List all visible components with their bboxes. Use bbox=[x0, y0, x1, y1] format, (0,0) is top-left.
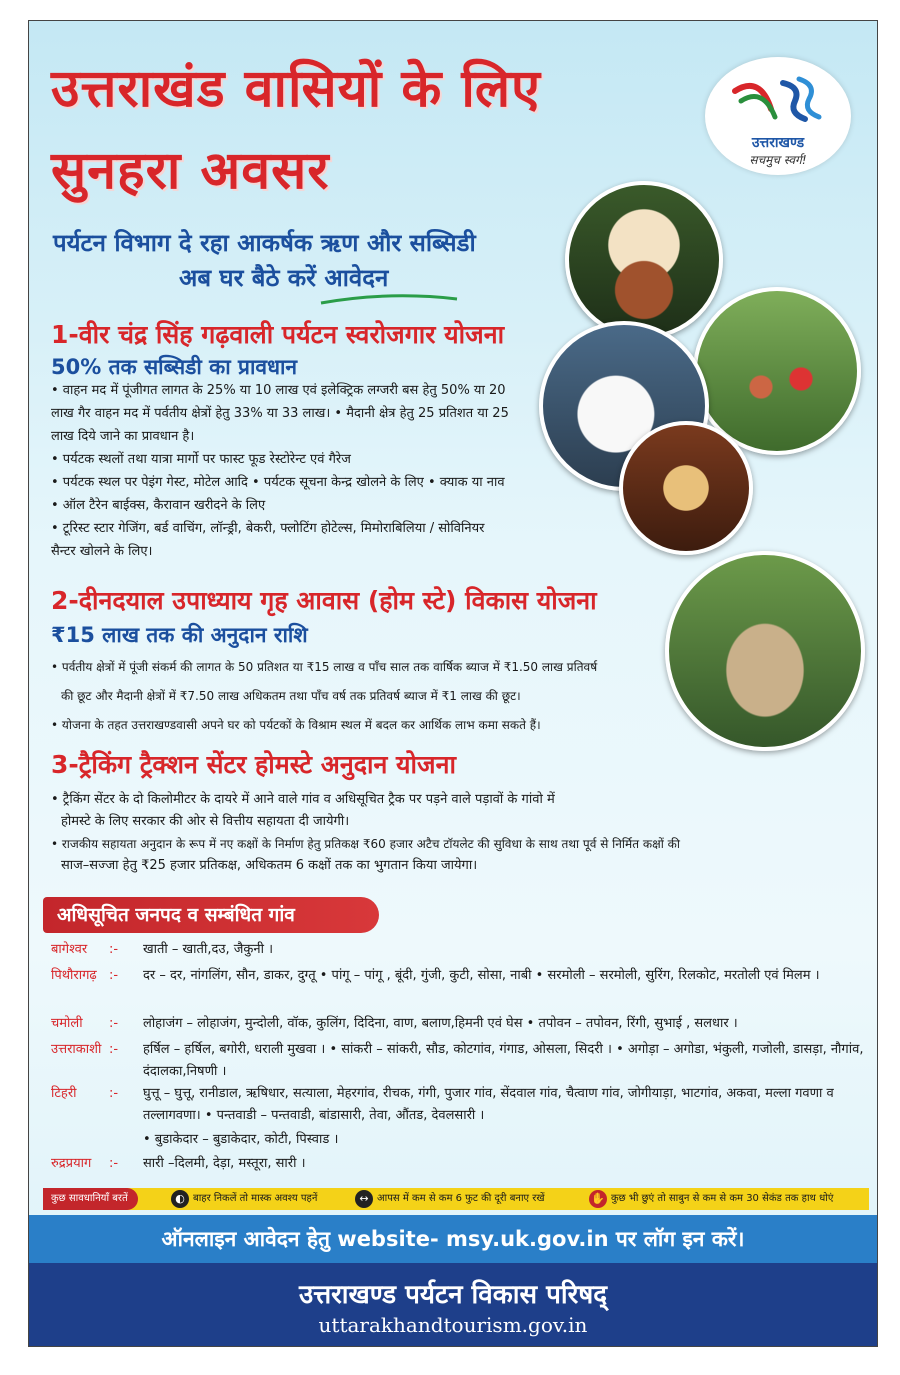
precaution-mask: बाहर निकलें तो मास्क अवश्य पहनें bbox=[193, 1193, 318, 1204]
village-list: हर्षिल – हर्षिल, बगोरी, धराली मुखवा । • सांकरी – सांकरी, सौड, कोटगांव, गंगाड, ओसला, सिदरी । • अगोड़ा – अगोडा, भंकुली, गजोली, डासड़ा, नौगांव, दंदालका,निषणी । bbox=[143, 1042, 864, 1079]
row-separator: :- bbox=[109, 1156, 119, 1171]
scheme-1-line: • पर्यटक स्थलों तथा यात्रा मार्गो पर फास्ट फूड रेस्टोरेन्ट एवं गैरेज bbox=[51, 452, 351, 467]
logo-tagline: सचमुच स्वर्ग! bbox=[749, 153, 807, 167]
scheme-1-line: • पर्यटक स्थल पर पेइंग गेस्ट, मोटेल आदि • पर्यटक सूचना केन्द्र खोलने के लिए • क्याक या नाव bbox=[51, 475, 505, 490]
logo-mark-icon bbox=[705, 57, 851, 137]
village-list: दर – दर, नांगलिंग, सौन, डाकर, दुग्तू • पांगू – पांगू , बूंदी, गुंजी, कुटी, सोसा, नाबी • सरमोली – सरमोली, सुरिंग, रिलकोट, मरतोली एवं मिलम । bbox=[143, 968, 820, 983]
headline-line-1: उत्तराखंड वासियों के लिए bbox=[51, 59, 541, 119]
row-separator: :- bbox=[109, 968, 119, 983]
scheme-2-line: • पर्वतीय क्षेत्रों में पूंजी संकर्म की लागत के 50 प्रतिशत या ₹15 लाख व पाँच साल तक वार्षिक ब्याज में ₹1.50 लाख प्रतिवर्ष bbox=[51, 660, 598, 674]
scheme-1-line: • टूरिस्ट स्टार गेजिंग, बर्ड वाचिंग, लॉन्ड्री, बेकरी, फ्लोटिंग होटेल्स, मिमोराबिलिया / सोविनियर bbox=[51, 521, 485, 536]
subheadline-line-1: पर्यटन विभाग दे रहा आकर्षक ऋण और सब्सिडी bbox=[53, 229, 476, 257]
district-name: पिथौरागढ़ bbox=[51, 968, 97, 983]
advertisement-page bbox=[28, 20, 878, 1347]
headline-line-2: सुनहरा अवसर bbox=[51, 141, 330, 201]
scheme-2-subtitle: ₹15 लाख तक की अनुदान राशि bbox=[51, 623, 308, 647]
mask-icon: ◐ bbox=[171, 1190, 189, 1208]
village-list: लोहाजंग – लोहाजंग, मुन्दोली, वॉक, कुलिंग, दिदिना, वाण, बलाण,हिमनी एवं घेस • तपोवन – तपोवन, रिंगी, सुभाई , सलधार । bbox=[143, 1016, 738, 1031]
district-name: बागेश्वर bbox=[51, 942, 88, 957]
scheme-2-details bbox=[51, 653, 661, 740]
scheme-1-line: • ऑल टैरेन बाईक्स, कैरावान खरीदने के लिए bbox=[51, 498, 266, 513]
uttarakhand-logo bbox=[705, 57, 851, 175]
scheme-3-line: साज–सज्जा हेतु ₹25 हजार प्रतिकक्ष, अधिकतम 6 कक्षों तक का भुगतान किया जायेगा। bbox=[61, 858, 478, 873]
souvenir-shop-photo bbox=[619, 421, 753, 555]
scheme-3-line: • ट्रैकिंग सेंटर के दो किलोमीटर के दायरे में आने वाले गांव व अधिसूचित ट्रैक पर पड़ने वाले पड़ावों के गांवो में bbox=[51, 792, 555, 807]
district-name: उत्तराकाशी bbox=[51, 1042, 102, 1057]
scheme-3-title: 3-ट्रैकिंग ट्रैक्शन सेंटर होमस्टे अनुदान योजना bbox=[51, 750, 456, 779]
district-name: रुद्रप्रयाग bbox=[51, 1156, 92, 1171]
distance-icon: ↔ bbox=[355, 1190, 373, 1208]
online-apply-banner: ऑनलाइन आवेदन हेतु website- msy.uk.gov.in पर लॉग इन करें। bbox=[29, 1215, 877, 1263]
scheme-1-line: • वाहन मद में पूंजीगत लागत के 25% या 10 लाख एवं इलेक्ट्रिक लग्जरी बस हेतु 50% या 20 bbox=[51, 383, 506, 398]
scheme-1-line: लाख गैर वाहन मद में पर्वतीय क्षेत्रों हेतु 33% या 33 लाख। • मैदानी क्षेत्र हेतु 25 प्रतिशत या 25 bbox=[51, 406, 509, 421]
row-separator: :- bbox=[109, 1016, 119, 1031]
logo-brand-text: उत्तराखण्ड bbox=[751, 135, 805, 151]
homestay-village-photo bbox=[665, 551, 865, 751]
scheme-2-title: 2-दीनदयाल उपाध्याय गृह आवास (होम स्टे) विकास योजना bbox=[51, 586, 597, 615]
footer-organization: उत्तराखण्ड पर्यटन विकास परिषद् bbox=[298, 1280, 608, 1310]
scheme-2-line: की छूट और मैदानी क्षेत्रों में ₹7.50 लाख अधिकतम तथा पाँच वर्ष तक प्रतिवर्ष ब्याज में ₹1 लाख की छूट। bbox=[61, 689, 521, 703]
village-list: खाती – खाती,दउ, जैकुनी । bbox=[143, 942, 274, 957]
district-name: टिहरी bbox=[51, 1086, 77, 1101]
village-list: • बुडाकेदार – बुडाकेदार, कोटी, पिस्वाड । bbox=[143, 1132, 339, 1147]
village-list: सारी –दिलमी, देड़ा, मस्तूरा, सारी । bbox=[143, 1156, 306, 1171]
scheme-1-line: सैन्टर खोलने के लिए। bbox=[51, 544, 153, 559]
row-separator: :- bbox=[109, 942, 119, 957]
precaution-handwash: कुछ भी छुएं तो साबुन से कम से कम 30 सेकंड तक हाथ धोएं bbox=[611, 1193, 834, 1204]
green-swoosh-icon bbox=[319, 293, 459, 307]
subheadline-line-2: अब घर बैठे करें आवेदन bbox=[179, 264, 389, 292]
scheme-1-details bbox=[51, 379, 541, 563]
precautions-bar bbox=[43, 1188, 869, 1210]
villages-heading: अधिसूचित जनपद व सम्बंधित गांव bbox=[43, 897, 379, 933]
scheme-1-title: 1-वीर चंद्र सिंह गढ़वाली पर्यटन स्वरोजगार योजना bbox=[51, 320, 505, 349]
precautions-label: कुछ सावधानियाँ बरतें bbox=[43, 1188, 138, 1210]
scheme-2-line: • योजना के तहत उत्तराखण्डवासी अपने घर को पर्यटकों के विश्राम स्थल में बदल कर आर्थिक लाभ कमा सकते हैं। bbox=[51, 718, 541, 732]
row-separator: :- bbox=[109, 1086, 119, 1101]
footer-website-link[interactable]: uttarakhandtourism.gov.in bbox=[318, 1313, 588, 1337]
scheme-3-details bbox=[51, 789, 861, 877]
district-name: चमोली bbox=[51, 1016, 83, 1031]
scheme-3-line: होमस्टे के लिए सरकार की ओर से वित्तीय सहायता दी जायेगी। bbox=[61, 814, 350, 829]
row-separator: :- bbox=[109, 1042, 119, 1057]
scheme-1-line: लाख दिये जाने का प्रावधान है। bbox=[51, 429, 195, 444]
footer bbox=[29, 1263, 877, 1346]
heritage-building-photo bbox=[565, 181, 723, 339]
scheme-1-subtitle: 50% तक सब्सिडी का प्रावधान bbox=[51, 355, 298, 379]
handwash-icon: ✋ bbox=[589, 1190, 607, 1208]
precaution-distance: आपस में कम से कम 6 फुट की दूरी बनाए रखें bbox=[377, 1193, 545, 1204]
village-list: घुत्तू – घुत्तू, रानीडाल, ऋषिधार, सत्याला, मेहरगांव, रीचक, गंगी, पुजार गांव, सेंदवाल गांव, चैत्वाण गांव, जोगीयाड़ा, भाटगांव, अकवा, मल्ला गवणा व तल्लागवणा। • पन्तवाडी – पन्तवाडी, बांडासारी, तेवा, औंतड, देवलसारी । bbox=[143, 1086, 834, 1123]
scheme-3-line: • राजकीय सहायता अनुदान के रूप में नए कक्षों के निर्माण हेतु प्रतिकक्ष ₹60 हजार अटैच टॉयलेट की सुविधा के साथ तथा पूर्व से निर्मित कक्षों की bbox=[51, 837, 680, 851]
